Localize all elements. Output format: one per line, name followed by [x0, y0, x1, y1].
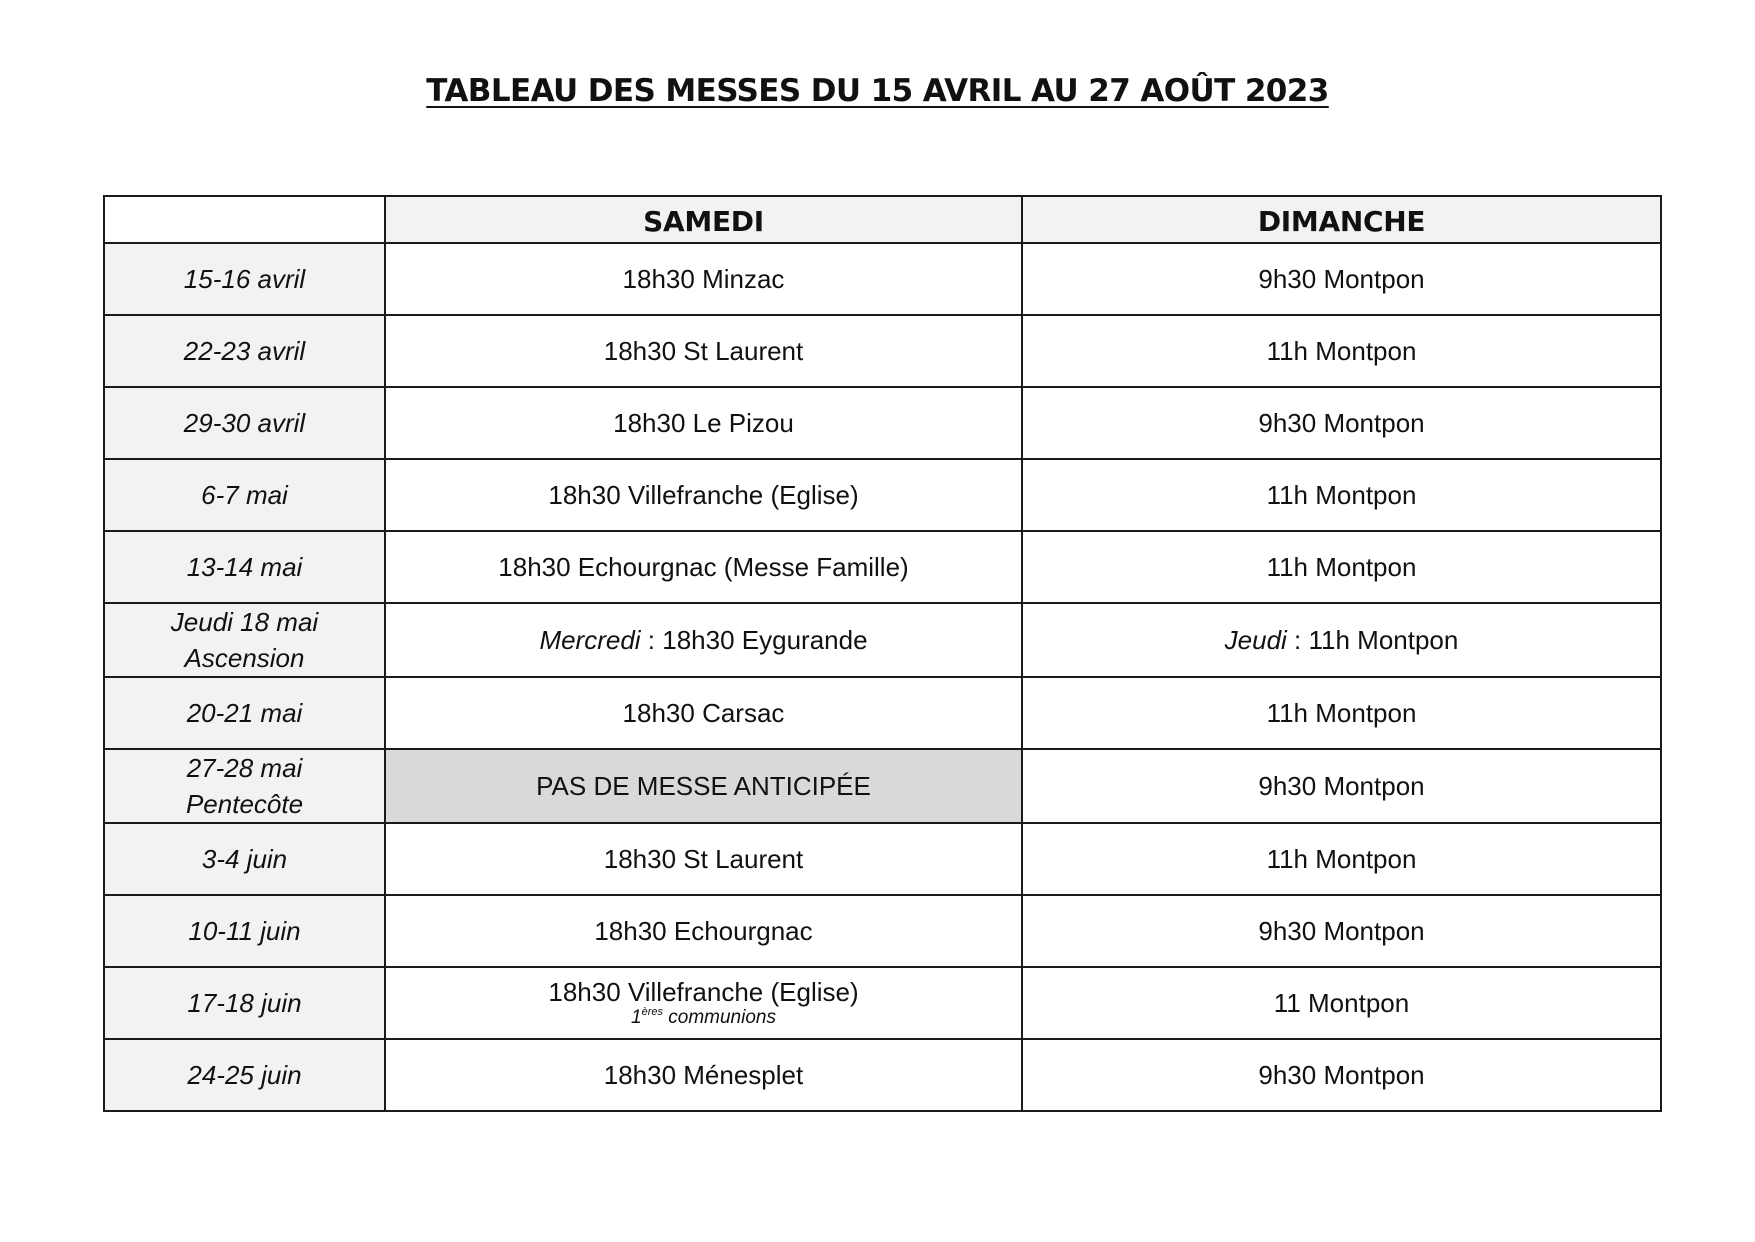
- saturday-cell: [385, 967, 1022, 1039]
- date-cell: 20-21 mai: [104, 677, 385, 749]
- sunday-cell: 11h Montpon: [1022, 315, 1661, 387]
- sunday-cell: 11h Montpon: [1022, 531, 1661, 603]
- table-row-pentecost: [104, 749, 1661, 823]
- table-row: [104, 315, 1661, 387]
- date-cell: 6-7 mai: [104, 459, 385, 531]
- date-cell: 29-30 avril: [104, 387, 385, 459]
- feast-name: Pentecôte: [185, 789, 304, 819]
- date-cell: 22-23 avril: [104, 315, 385, 387]
- header-saturday: SAMEDI: [385, 196, 1022, 243]
- date-line: Jeudi 18 mai: [170, 607, 319, 637]
- date-cell: [104, 603, 385, 677]
- header-sunday: DIMANCHE: [1022, 196, 1661, 243]
- table-row: [104, 387, 1661, 459]
- sunday-cell: 9h30 Montpon: [1022, 387, 1661, 459]
- saturday-cell: 18h30 Echourgnac (Messe Famille): [385, 531, 1022, 603]
- sunday-cell: 9h30 Montpon: [1022, 895, 1661, 967]
- table-row: [104, 677, 1661, 749]
- note-text: communions: [662, 1007, 776, 1028]
- feast-name: Ascension: [184, 643, 305, 673]
- saturday-cell: 18h30 Carsac: [385, 677, 1022, 749]
- table-row: [104, 459, 1661, 531]
- table-row-ascension: [104, 603, 1661, 677]
- table-row-first-communion: [104, 967, 1661, 1039]
- sunday-cell: 11 Montpon: [1022, 967, 1661, 1039]
- sunday-cell: 11h Montpon: [1022, 823, 1661, 895]
- mass-text: : 18h30 Eygurande: [640, 625, 868, 655]
- day-prefix: Mercredi: [539, 625, 641, 655]
- date-cell: 17-18 juin: [104, 967, 385, 1039]
- header-empty-cell: [104, 196, 385, 243]
- saturday-cell: 18h30 Echourgnac: [385, 895, 1022, 967]
- date-cell: [104, 749, 385, 823]
- saturday-cell: 18h30 Ménesplet: [385, 1039, 1022, 1111]
- table-row: [104, 895, 1661, 967]
- table-row: [104, 823, 1661, 895]
- sunday-cell: 11h Montpon: [1022, 459, 1661, 531]
- no-mass-cell: PAS DE MESSE ANTICIPÉE: [385, 749, 1022, 823]
- date-line: 27-28 mai: [186, 753, 303, 783]
- saturday-cell: [385, 603, 1022, 677]
- date-cell: 10-11 juin: [104, 895, 385, 967]
- table-row: [104, 1039, 1661, 1111]
- mass-text: 18h30 Villefranche (Eglise): [548, 977, 859, 1007]
- table-row: [104, 243, 1661, 315]
- sunday-cell: 9h30 Montpon: [1022, 1039, 1661, 1111]
- sunday-cell: [1022, 603, 1661, 677]
- saturday-cell: 18h30 St Laurent: [385, 823, 1022, 895]
- page-title: TABLEAU DES MESSES DU 15 AVRIL AU 27 AOÛT 2023: [426, 73, 1329, 109]
- saturday-cell: 18h30 Le Pizou: [385, 387, 1022, 459]
- sunday-cell: 9h30 Montpon: [1022, 749, 1661, 823]
- note-number: 1: [631, 1007, 642, 1028]
- saturday-cell: 18h30 Minzac: [385, 243, 1022, 315]
- note-superscript: ères: [641, 1006, 663, 1018]
- date-cell: 24-25 juin: [104, 1039, 385, 1111]
- mass-schedule-table: [103, 195, 1662, 1112]
- saturday-cell: 18h30 Villefranche (Eglise): [385, 459, 1022, 531]
- sunday-cell: 11h Montpon: [1022, 677, 1661, 749]
- date-cell: 15-16 avril: [104, 243, 385, 315]
- mass-text: : 11h Montpon: [1286, 625, 1459, 655]
- table-header-row: [104, 196, 1661, 243]
- date-cell: 13-14 mai: [104, 531, 385, 603]
- saturday-cell: 18h30 St Laurent: [385, 315, 1022, 387]
- sunday-cell: 9h30 Montpon: [1022, 243, 1661, 315]
- day-prefix: Jeudi: [1224, 625, 1287, 655]
- table-row: [104, 531, 1661, 603]
- communion-note: [386, 1007, 1021, 1029]
- date-cell: 3-4 juin: [104, 823, 385, 895]
